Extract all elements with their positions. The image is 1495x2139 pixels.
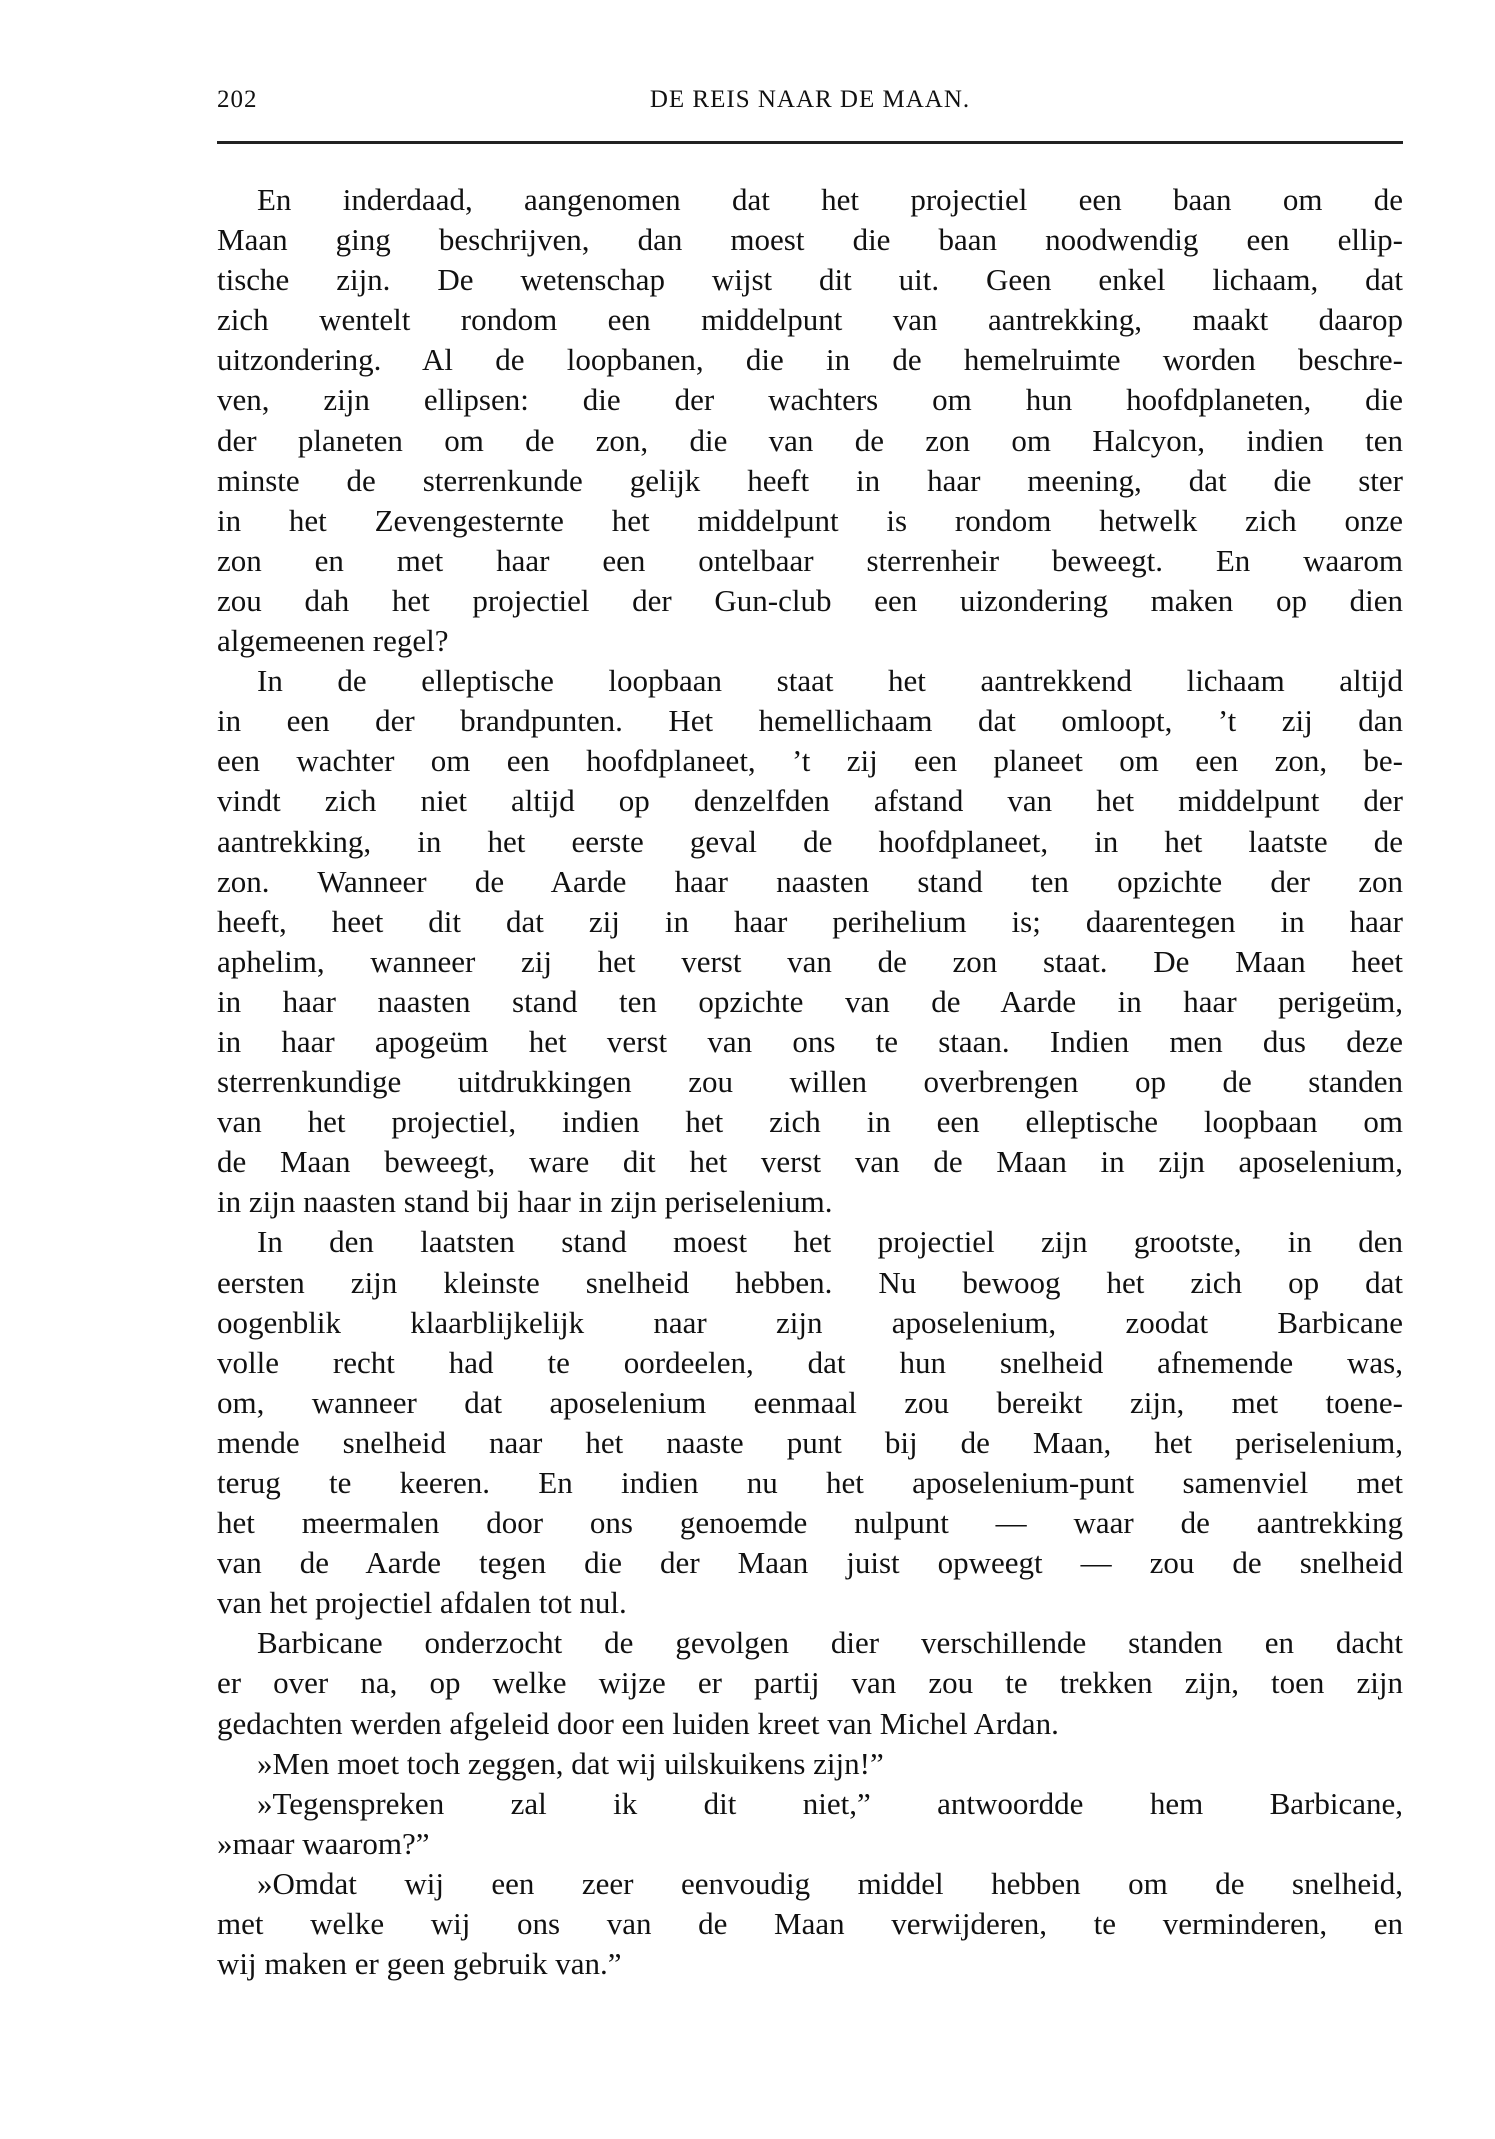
text-line: En inderdaad, aangenomen dat het projectiel een baan om de (257, 182, 1403, 217)
paragraph (217, 1784, 1403, 1864)
text-line: mende snelheid naar het naaste punt bij de Maan, het periselenium, (217, 1424, 1403, 1460)
paragraph (217, 1623, 1403, 1743)
text-line: uitzondering. Al de loopbanen, die in de hemelruimte worden beschre- (217, 342, 1403, 378)
paragraph (217, 1744, 1403, 1784)
text-line: Maan ging beschrijven, dan moest die baan noodwendig een ellip- (217, 222, 1403, 258)
text-line: sterrenkundige uitdrukkingen zou willen overbrengen op de standen (217, 1064, 1403, 1100)
text-line: van het projectiel, indien het zich in een elleptische loopbaan om (217, 1104, 1403, 1140)
text-line: eersten zijn kleinste snelheid hebben. Nu bewoog het zich op dat (217, 1264, 1403, 1300)
paragraph (217, 1864, 1403, 1984)
text-line: zon. Wanneer de Aarde haar naasten stand ten opzichte der zon (217, 863, 1403, 899)
text-line: »Omdat wij een zeer eenvoudig middel hebben om de snelheid, (257, 1865, 1403, 1901)
text-line: in zijn naasten stand bij haar in zijn periselenium. (217, 1184, 833, 1220)
header-rule (217, 141, 1403, 144)
text-line: aantrekking, in het eerste geval de hoofdplaneet, in het laatste de (217, 823, 1403, 859)
text-line: van de Aarde tegen die der Maan juist opweegt — zou de snelheid (217, 1545, 1403, 1581)
text-line: er over na, op welke wijze er partij van zou te trekken zijn, toen zijn (217, 1665, 1403, 1701)
text-line: minste de sterrenkunde gelijk heeft in haar meening, dat die ster (217, 462, 1403, 498)
paragraph (217, 1222, 1403, 1623)
text-line: heeft, heet dit dat zij in haar perihelium is; daarentegen in haar (217, 903, 1403, 939)
text-line: een wachter om een hoofdplaneet, ’t zij een planeet om een zon, be- (217, 743, 1403, 779)
paragraph (217, 180, 1403, 661)
text-line: in een der brandpunten. Het hemellichaam dat omloopt, ’t zij dan (217, 703, 1403, 739)
text-line: »maar waarom?” (217, 1825, 430, 1861)
page-number: 202 (217, 86, 258, 113)
text-line: ven, zijn ellipsen: die der wachters om hun hoofdplaneten, die (217, 382, 1403, 418)
text-line: volle recht had te oordeelen, dat hun snelheid afnemende was, (217, 1344, 1403, 1380)
text-line: zich wentelt rondom een middelpunt van aantrekking, maakt daarop (217, 302, 1403, 338)
text-line: oogenblik klaarblijkelijk naar zijn aposelenium, zoodat Barbicane (217, 1304, 1403, 1340)
text-line: in haar apogeüm het verst van ons te staan. Indien men dus deze (217, 1023, 1403, 1059)
text-line: in het Zevengesternte het middelpunt is rondom hetwelk zich onze (217, 502, 1403, 538)
text-line: gedachten werden afgeleid door een luiden kreet van Michel Ardan. (217, 1705, 1059, 1741)
paragraph (217, 661, 1403, 1222)
text-line: In de elleptische loopbaan staat het aantrekkend lichaam altijd (257, 663, 1403, 699)
text-line: der planeten om de zon, die van de zon om Halcyon, indien ten (217, 422, 1403, 458)
page-body (217, 180, 1403, 1984)
text-line: de Maan beweegt, ware dit het verst van de Maan in zijn aposelenium, (217, 1144, 1403, 1180)
text-line: het meermalen door ons genoemde nulpunt — waar de aantrekking (217, 1505, 1403, 1541)
text-line: in haar naasten stand ten opzichte van de Aarde in haar perigeüm, (217, 983, 1403, 1019)
text-line: wij maken er geen gebruik van.” (217, 1946, 622, 1982)
page-header (217, 86, 1403, 116)
text-line: »Men moet toch zeggen, dat wij uilskuikens zijn!” (257, 1745, 884, 1781)
text-line: algemeenen regel? (217, 623, 449, 659)
running-title: DE REIS NAAR DE MAAN. (649, 86, 971, 113)
text-line: Barbicane onderzocht de gevolgen dier verschillende standen en dacht (257, 1625, 1403, 1661)
text-line: tische zijn. De wetenschap wijst dit uit. Geen enkel lichaam, dat (217, 262, 1403, 298)
text-line: »Tegenspreken zal ik dit niet,” antwoordde hem Barbicane, (257, 1785, 1403, 1821)
text-line: om, wanneer dat aposelenium eenmaal zou bereikt zijn, met toene- (217, 1384, 1403, 1420)
text-line: In den laatsten stand moest het projectiel zijn grootste, in den (257, 1224, 1403, 1260)
text-line: met welke wij ons van de Maan verwijderen, te verminderen, en (217, 1906, 1403, 1942)
text-line: zon en met haar een ontelbaar sterrenheir beweegt. En waarom (217, 542, 1403, 578)
text-line: vindt zich niet altijd op denzelfden afstand van het middelpunt der (217, 783, 1403, 819)
text-line: zou dah het projectiel der Gun-club een uizondering maken op dien (217, 582, 1403, 618)
text-line: van het projectiel afdalen tot nul. (217, 1585, 627, 1621)
text-line: aphelim, wanneer zij het verst van de zon staat. De Maan heet (217, 943, 1403, 979)
text-line: terug te keeren. En indien nu het aposelenium-punt samenviel met (217, 1465, 1403, 1500)
